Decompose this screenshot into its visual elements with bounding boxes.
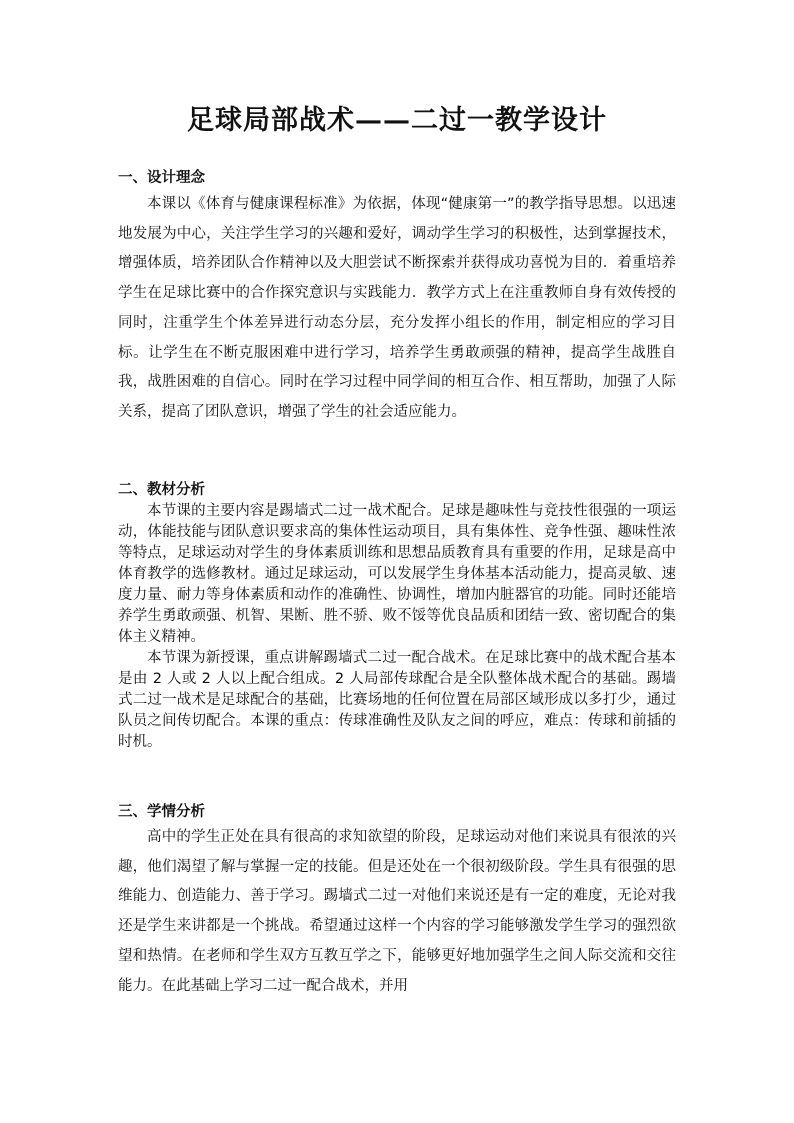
document-title: 足球局部战术——二过一教学设计 [187, 105, 607, 136]
section-heading-student-analysis: 三、学情分析 [118, 804, 205, 820]
paragraph-design-concept: 本课以《体育与健康课程标准》为依据，体现“健康第一”的教学指导思想。以迅速地发展为中心，关注学生学习的兴趣和爱好，调动学生学习的积极性，达到掌握技术，增强体质，培养团队合作精神以及大胆尝试不断探索并获得成功喜悦为目的．着重培养学生在足球比赛中的合作探究意识与实践能力．教学方式上在注重教师自身有效传授的同时，注重学生个体差异进行动态分层，充分发挥小组长的作用，制定相应的学习目标。让学生在不断克服困难中进行学习，培养学生勇敢顽强的精神，提高学生战胜自我，战胜困难的自信心。同时在学习过程中同学间的相互合作、相互帮助，加强了人际关系，提高了团队意识，增强了学生的社会适应能力。 [118, 196, 676, 420]
paragraph-material-analysis-2: 本节课为新授课，重点讲解踢墙式二过一配合战术。在足球比赛中的战术配合基本是由 2 人或 2 人以上配合组成。2 人局部传球配合是全队整体战术配合的基础。踢墙式二过一战术是足球配合的基础，比赛场地的任何位置在局部区域形成以多打少，通过队员之间传切配合。本课的重点：传球准确性及队友之间的呼应，难点：传球和前插的时机。 [118, 650, 676, 750]
paragraph-student-analysis: 高中的学生正处在具有很高的求知欲望的阶段，足球运动对他们来说具有很浓的兴趣，他们渴望了解与掌握一定的技能。但是还处在一个很初级阶段。学生具有很强的思维能力、创造能力、善于学习。踢墙式二过一对他们来说还是有一定的难度，无论对我还是学生来讲都是一个挑战。希望通过这样一个内容的学习能够激发学生学习的强烈欲望和热情。在老师和学生双方互教互学之下，能够更好地加强学生之间人际交流和交往能力。在此基础上学习二过一配合战术，并用 [118, 829, 676, 994]
section-heading-design-concept: 一、设计理念 [118, 170, 205, 186]
section-heading-material-analysis: 二、教材分析 [118, 482, 205, 498]
paragraph-material-analysis-1: 本节课的主要内容是踢墙式二过一战术配合。足球是趣味性与竞技性很强的一项运动，体能技能与团队意识要求高的集体性运动项目，具有集体性、竞争性强、趣味性浓等特点，足球运动对学生的身体素质训练和思想品质教育具有重要的作用，足球是高中体育教学的选修教材。通过足球运动，可以发展学生身体基本活动能力，提高灵敏、速度力量、耐力等身体素质和动作的准确性、协调性，增加内脏器官的功能。同时还能培养学生勇敢顽强、机智、果断、胜不骄、败不馁等优良品质和团结一致、密切配合的集体主义精神。 [118, 503, 676, 645]
